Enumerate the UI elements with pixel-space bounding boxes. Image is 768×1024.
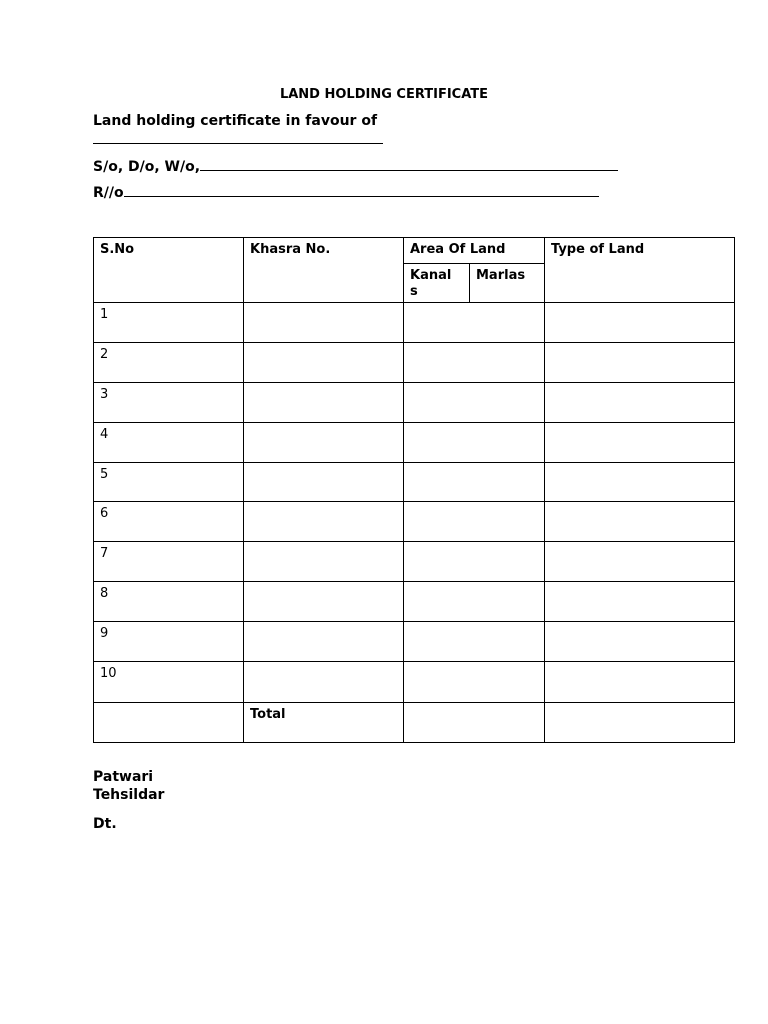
- table-row: [94, 303, 735, 343]
- khasra-cell[interactable]: [244, 303, 404, 343]
- type-cell[interactable]: [545, 383, 735, 423]
- row-sno: 1: [94, 303, 244, 343]
- land-holding-table: [93, 237, 735, 743]
- name-blank-line[interactable]: [93, 130, 383, 148]
- khasra-cell[interactable]: [244, 383, 404, 423]
- row-sno: 7: [94, 542, 244, 582]
- table-row: [94, 662, 735, 703]
- relation-label: S/o, D/o, W/o,: [93, 159, 201, 175]
- table-row: [94, 622, 735, 662]
- type-cell[interactable]: [545, 423, 735, 463]
- area-cell[interactable]: [404, 463, 545, 502]
- total-type-cell[interactable]: [545, 703, 735, 743]
- type-cell[interactable]: [545, 662, 735, 703]
- type-cell[interactable]: [545, 343, 735, 383]
- khasra-cell[interactable]: [244, 662, 404, 703]
- khasra-cell[interactable]: [244, 463, 404, 502]
- type-cell[interactable]: [545, 502, 735, 542]
- resident-label: R//o: [93, 185, 124, 201]
- header-kanals: Kanal s: [404, 264, 470, 303]
- area-cell[interactable]: [404, 383, 545, 423]
- favour-label: Land holding certificate in favour of: [93, 113, 378, 129]
- row-sno: 2: [94, 343, 244, 383]
- khasra-cell[interactable]: [244, 542, 404, 582]
- row-sno: 8: [94, 582, 244, 622]
- header-marlas: Marlas: [470, 264, 545, 303]
- area-cell[interactable]: [404, 662, 545, 703]
- khasra-cell[interactable]: [244, 502, 404, 542]
- name-blank[interactable]: [93, 130, 383, 144]
- area-cell[interactable]: [404, 303, 545, 343]
- table-row: [94, 423, 735, 463]
- area-cell[interactable]: [404, 582, 545, 622]
- row-sno: 4: [94, 423, 244, 463]
- tehsildar-label: Tehsildar: [93, 787, 165, 803]
- resident-line: [93, 183, 599, 201]
- area-cell[interactable]: [404, 542, 545, 582]
- header-area: Area Of Land: [404, 238, 545, 264]
- khasra-cell[interactable]: [244, 343, 404, 383]
- resident-blank[interactable]: [124, 183, 599, 197]
- area-cell[interactable]: [404, 343, 545, 383]
- table-row: [94, 383, 735, 423]
- row-sno: 6: [94, 502, 244, 542]
- header-khasra: Khasra No.: [244, 238, 404, 303]
- header-sno: S.No: [94, 238, 244, 303]
- type-cell[interactable]: [545, 622, 735, 662]
- table-row: [94, 463, 735, 502]
- area-cell[interactable]: [404, 423, 545, 463]
- table-row: [94, 502, 735, 542]
- khasra-cell[interactable]: [244, 582, 404, 622]
- favour-line: [93, 113, 377, 129]
- type-cell[interactable]: [545, 582, 735, 622]
- total-blank-cell: [94, 703, 244, 743]
- row-sno: 5: [94, 463, 244, 502]
- type-cell[interactable]: [545, 463, 735, 502]
- table-row: [94, 542, 735, 582]
- total-label: Total: [244, 703, 404, 743]
- relation-blank[interactable]: [200, 157, 618, 171]
- total-row: [94, 703, 735, 743]
- khasra-cell[interactable]: [244, 622, 404, 662]
- header-type: Type of Land: [545, 238, 735, 303]
- document-title: LAND HOLDING CERTIFICATE: [279, 87, 489, 102]
- date-label: Dt.: [93, 816, 117, 832]
- table-row: [94, 582, 735, 622]
- table-row: [94, 343, 735, 383]
- area-cell[interactable]: [404, 502, 545, 542]
- total-area-cell[interactable]: [404, 703, 545, 743]
- row-sno: 9: [94, 622, 244, 662]
- khasra-cell[interactable]: [244, 423, 404, 463]
- patwari-label: Patwari: [93, 769, 154, 785]
- row-sno: 3: [94, 383, 244, 423]
- relation-line: [93, 157, 618, 175]
- type-cell[interactable]: [545, 542, 735, 582]
- type-cell[interactable]: [545, 303, 735, 343]
- row-sno: 10: [94, 662, 244, 703]
- area-cell[interactable]: [404, 622, 545, 662]
